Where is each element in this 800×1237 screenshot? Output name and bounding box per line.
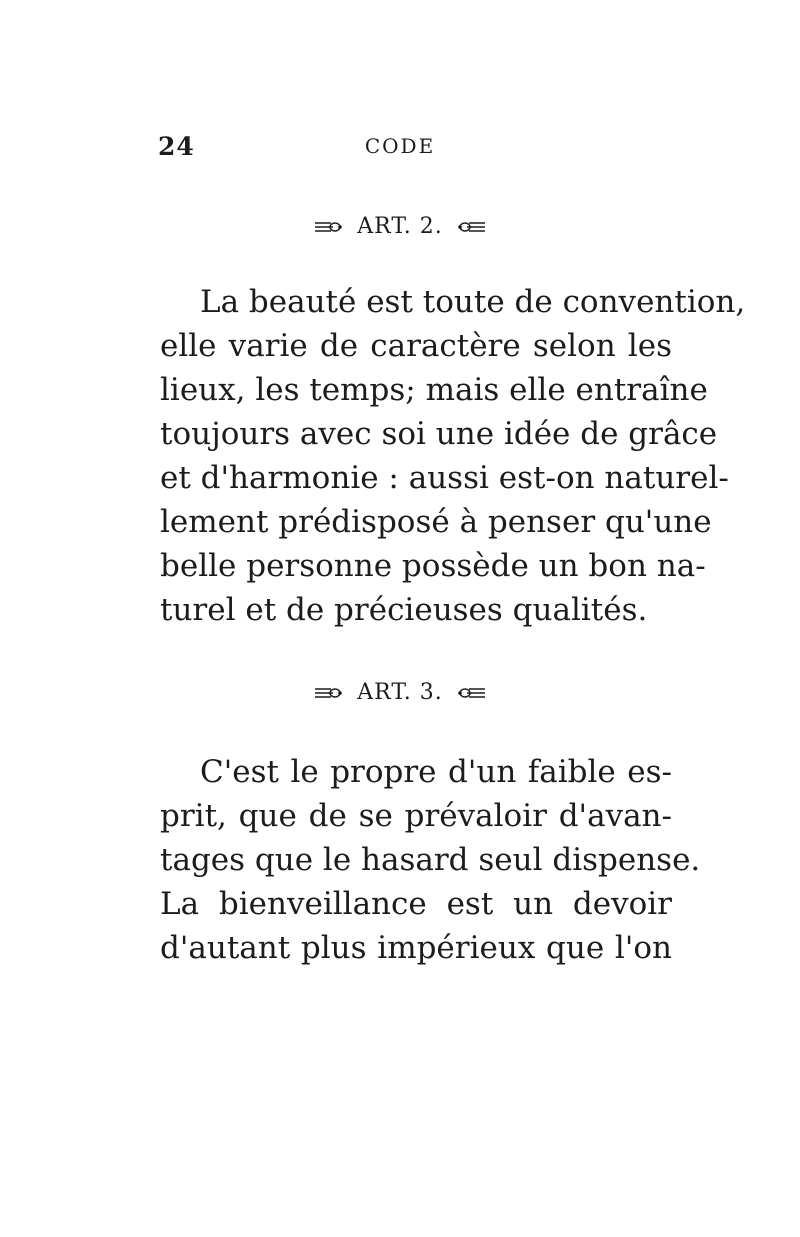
text-line: toujours avec soi une idée de grâce (160, 416, 718, 452)
text-line: et d'harmonie : aussi est-on naturel- (160, 460, 729, 496)
text-line: belle personne possède un bon na- (160, 548, 706, 584)
article-heading (0, 214, 800, 239)
text-line: turel et de précieuses qualités. (160, 592, 648, 628)
pointing-hand-right-icon (313, 219, 343, 235)
pointing-hand-left-icon (457, 219, 487, 235)
article-heading-label: ART. 2. (357, 214, 443, 239)
text-line: La bienveillance est un devoir (160, 886, 672, 922)
article-body (160, 280, 746, 632)
article-heading-label: ART. 3. (357, 680, 443, 705)
text-line: elle varie de caractère selon les (160, 328, 672, 364)
text-line: lement prédisposé à penser qu'une (160, 504, 712, 540)
pointing-hand-right-icon (313, 685, 343, 701)
text-line: d'autant plus impérieux que l'on (160, 930, 672, 966)
text-line: prit, que de se prévaloir d'avan- (160, 798, 672, 834)
text-line: C'est le propre d'un faible es- (200, 754, 672, 790)
page-number: 24 (158, 132, 195, 161)
text-line: tages que le hasard seul dispense. (160, 842, 701, 878)
running-head: CODE (364, 134, 436, 158)
article-heading (0, 680, 800, 705)
article-body (160, 750, 701, 970)
text-line: La beauté est toute de convention, (200, 284, 746, 320)
pointing-hand-left-icon (457, 685, 487, 701)
text-line: lieux, les temps; mais elle entraîne (160, 372, 708, 408)
